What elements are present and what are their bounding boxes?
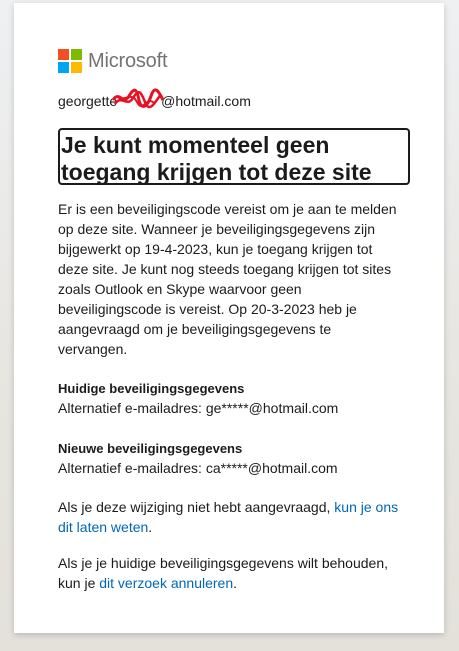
- notice-text: Als je deze wijziging niet hebt aangevraagd,: [58, 499, 335, 515]
- notice-end: .: [148, 519, 153, 535]
- intro-paragraph: Er is een beveiligingscode vereist om je aan te melden op deze site. Wanneer je beveiligingsgegevens zijn bijgewerkt op 19-4-2023, kun je toegang krijgen tot deze site. Je kunt nog steeds toegang krijgen tot sites zoals Outlook en Skype waarvoor geen beveiligingscode is vereist. Op 20-3-2023 heb je aangevraagd om je beveiligingsgegevens te vervangen.: [58, 201, 397, 357]
- keep-end: .: [233, 575, 238, 591]
- microsoft-logo: [58, 49, 167, 73]
- microsoft-logo-icon: [58, 49, 82, 73]
- new-security-info-value: Alternatief e-mailadres: ca*****@hotmail.com: [58, 460, 338, 476]
- current-security-info-label: Huidige beveiligingsgegevens: [58, 381, 245, 396]
- signin-card: [14, 3, 444, 633]
- page-title: Je kunt momenteel geen toegang krijgen tot deze site: [58, 128, 410, 185]
- notice-paragraph: [58, 497, 403, 537]
- report-link[interactable]: kun je ons dit laten weten: [58, 499, 399, 535]
- account-identity: [58, 93, 251, 109]
- current-security-info-value: Alternatief e-mailadres: ge*****@hotmail.com: [58, 400, 339, 416]
- keep-paragraph: [58, 553, 403, 593]
- new-security-info-label: Nieuwe beveiligingsgegevens: [58, 441, 243, 456]
- identity-prefix: georgette: [58, 93, 118, 109]
- redaction-scribble-icon: [117, 93, 161, 107]
- cancel-request-link[interactable]: dit verzoek annuleren: [99, 575, 234, 591]
- keep-text: Als je je huidige beveiligingsgegevens wilt behouden, kun je: [58, 555, 389, 591]
- identity-suffix: @hotmail.com: [161, 93, 251, 109]
- brand-name: Microsoft: [88, 49, 168, 72]
